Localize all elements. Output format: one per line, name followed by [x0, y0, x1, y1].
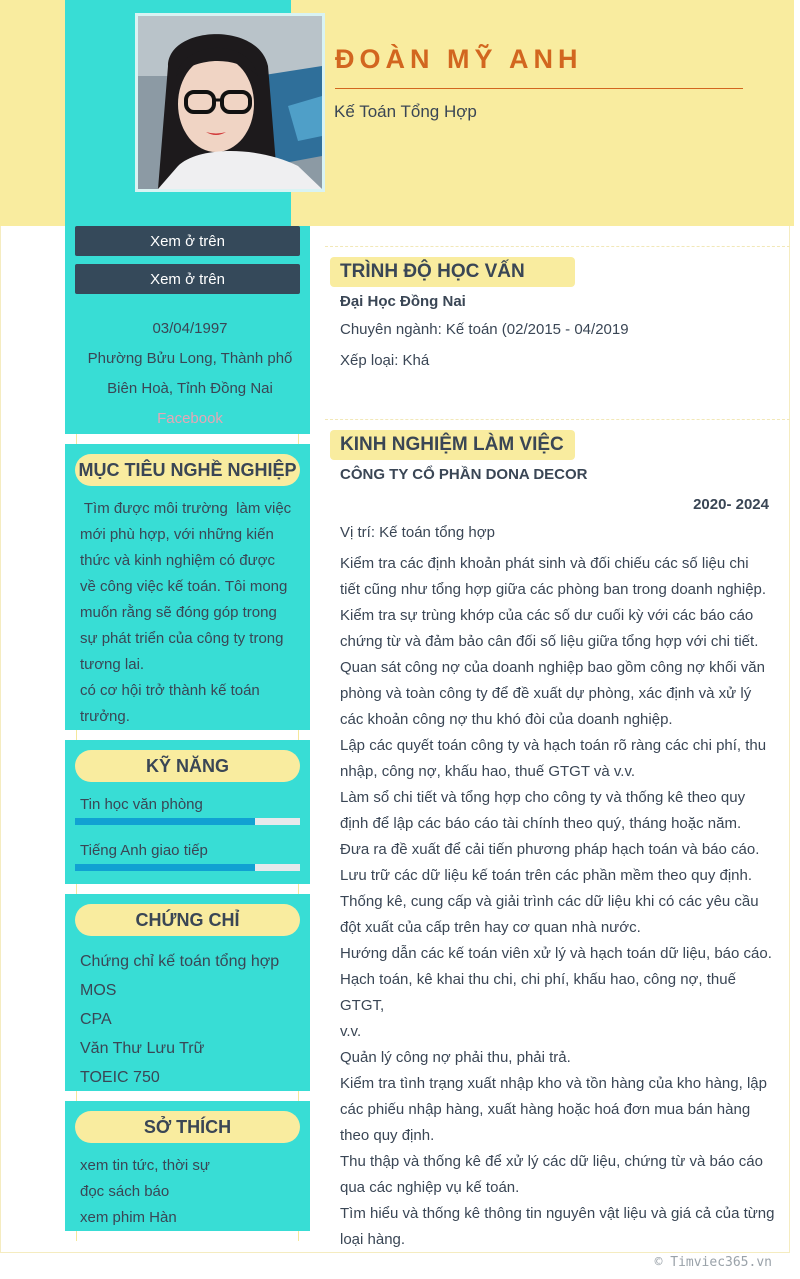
- hobby-item: xem phim Hàn: [80, 1209, 177, 1226]
- duty-line: Kiểm tra các định khoản phát sinh và đối chiếu các số liệu chi: [340, 555, 749, 572]
- experience-heading: KINH NGHIỆM LÀM VIỆC: [330, 430, 575, 460]
- birthday: 03/04/1997: [152, 320, 228, 337]
- duty-line: phòng và toàn công ty để đề xuất dự phòng, xác định và xử lý: [340, 685, 752, 702]
- duty-line: định để lập các báo cáo tài chính theo quý, tháng hoặc năm.: [340, 815, 742, 832]
- duty-list: [340, 551, 776, 1253]
- duty-line: Kiểm tra sự trùng khớp của các số dư cuối kỳ với các báo cáo: [340, 607, 754, 624]
- duty-line: Hướng dẫn các kế toán viên xử lý và hạch toán dữ liệu, báo cáo.: [340, 945, 772, 962]
- objective-heading: MỤC TIÊU NGHỀ NGHIỆP: [75, 454, 300, 486]
- duty-line: các khoản công nợ thu khó đòi của doanh nghiệp.: [340, 711, 673, 728]
- certificate-item: Văn Thư Lưu Trữ: [80, 1040, 205, 1057]
- duty-line: nhập, công nợ, khấu hao, thuế GTGT và v.v.: [340, 763, 636, 780]
- duty-line: Hạch toán, kê khai thu chi, chi phí, khấu hao, công nợ, thuế GTGT,: [340, 971, 736, 1014]
- candidate-name: ĐOÀN MỸ ANH: [335, 44, 583, 74]
- hobby-item: đọc sách báo: [80, 1183, 170, 1200]
- skill-bar: [75, 818, 300, 825]
- certificates-heading: CHỨNG CHỈ: [75, 904, 300, 936]
- certificate-item: Chứng chỉ kế toán tổng hợp: [80, 953, 280, 970]
- address-line-2: Biên Hoà, Tỉnh Đồng Nai: [107, 380, 273, 397]
- gap-line: [298, 1091, 299, 1101]
- duty-line: Quan sát công nợ của doanh nghiệp bao gồm công nợ khối văn: [340, 659, 765, 676]
- education-grade: Xếp loại: Khá: [340, 352, 430, 369]
- skill-name: Tiếng Anh giao tiếp: [80, 842, 208, 859]
- objective-line: về công việc kế toán. Tôi mong: [80, 578, 288, 595]
- duty-line: tiết cũng như tổng hợp giữa các phòng ban trong doanh nghiệp.: [340, 581, 767, 598]
- skill-bar-fill: [75, 864, 255, 871]
- objective-text: [80, 496, 295, 730]
- duty-line: Lưu trữ các dữ liệu kế toán trên các phần mềm theo quy định.: [340, 867, 753, 884]
- objective-line: mới phù hợp, với những kiến: [80, 526, 274, 543]
- gap-line: [76, 434, 77, 444]
- gap-line: [298, 434, 299, 444]
- gap-line: [76, 730, 77, 740]
- education-heading: TRÌNH ĐỘ HỌC VẤN: [330, 257, 575, 287]
- certificate-item: MOS: [80, 982, 117, 999]
- objective-line: trưởng.: [80, 708, 130, 725]
- section-divider: [325, 419, 790, 420]
- skill-bar: [75, 864, 300, 871]
- education-major: Chuyên ngành: Kế toán (02/2015 - 04/2019: [340, 321, 629, 338]
- job-title: Kế Toán Tổng Hợp: [334, 102, 477, 121]
- duty-line: theo quy định.: [340, 1127, 435, 1144]
- skills-heading: KỸ NĂNG: [75, 750, 300, 782]
- duty-line: Lập các quyết toán công ty và hạch toán rõ ràng các chi phí, thu: [340, 737, 767, 754]
- gap-line: [298, 1231, 299, 1241]
- address-line-1: Phường Bửu Long, Thành phố: [87, 350, 293, 367]
- duty-line: Tìm hiểu và thống kê thông tin nguyên vật liệu và giá cả của từng: [340, 1205, 775, 1222]
- duty-line: qua các nghiệp vụ kế toán.: [340, 1179, 520, 1196]
- duty-line: Quản lý công nợ phải thu, phải trả.: [340, 1049, 571, 1066]
- gap-line: [298, 730, 299, 740]
- facebook-link[interactable]: Facebook: [157, 410, 223, 427]
- objective-line: có cơ hội trở thành kế toán: [80, 682, 260, 699]
- skill-name: Tin học văn phòng: [80, 796, 203, 813]
- profile-photo: [135, 13, 325, 192]
- duty-line: v.v.: [340, 1023, 362, 1040]
- objective-line: Tìm được môi trường làm việc: [80, 500, 292, 517]
- work-period: 2020- 2024: [693, 496, 769, 513]
- duty-line: Đưa ra đề xuất để cải tiến phương pháp hạch toán và báo cáo.: [340, 841, 760, 858]
- duty-line: các phiếu nhập hàng, xuất hàng hoặc hoá đơn mua bán hàng: [340, 1101, 751, 1118]
- objective-line: muốn rằng sẽ đóng góp trong: [80, 604, 277, 621]
- gap-line: [298, 884, 299, 894]
- work-position: Vị trí: Kế toán tổng hợp: [340, 524, 495, 541]
- duty-line: Thống kê, cung cấp và giải trình các dữ liệu khi có các yêu cầu: [340, 893, 759, 910]
- company-name: CÔNG TY CỔ PHẦN DONA DECOR: [340, 466, 588, 483]
- hobby-item: xem tin tức, thời sự: [80, 1157, 210, 1174]
- objective-line: thức và kinh nghiệm có được: [80, 552, 276, 569]
- skill-bar-fill: [75, 818, 255, 825]
- school-name: Đại Học Đồng Nai: [340, 293, 466, 310]
- duty-line: Thu thập và thống kê để xử lý các dữ liệu, chứng từ và báo cáo: [340, 1153, 763, 1170]
- duty-line: đột xuất của cấp trên hay cơ quan nhà nước.: [340, 919, 641, 936]
- duty-line: chứng từ và đảm bảo cân đối số liệu giữa tổng hợp với chi tiết.: [340, 633, 759, 650]
- name-underline: [335, 88, 743, 89]
- gap-line: [76, 884, 77, 894]
- objective-line: tương lai.: [80, 656, 145, 673]
- hobbies-heading: SỞ THÍCH: [75, 1111, 300, 1143]
- duty-line: loại hàng.: [340, 1231, 406, 1248]
- certificate-item: TOEIC 750: [80, 1069, 160, 1086]
- email-hidden-button[interactable]: Xem ở trên: [75, 264, 300, 294]
- duty-line: Kiểm tra tình trạng xuất nhập kho và tồn hàng của kho hàng, lập: [340, 1075, 767, 1092]
- certificate-item: CPA: [80, 1011, 112, 1028]
- gap-line: [76, 1231, 77, 1241]
- duty-line: Làm sổ chi tiết và tổng hợp cho công ty và thống kê theo quy: [340, 789, 746, 806]
- phone-hidden-button[interactable]: Xem ở trên: [75, 226, 300, 256]
- section-divider: [325, 246, 790, 247]
- copyright-footer[interactable]: © Timviec365.vn: [654, 1255, 772, 1270]
- gap-line: [76, 1091, 77, 1101]
- objective-line: sự phát triển của công ty trong: [80, 630, 284, 647]
